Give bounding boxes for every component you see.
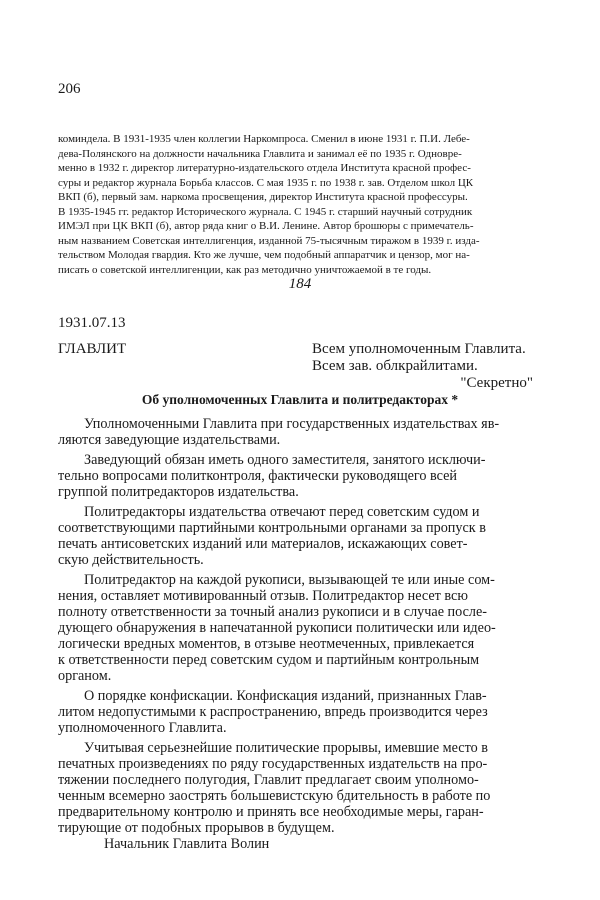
footnote-line: менно в 1932 г. директор литературно-издательского отдела Института красной профес- — [58, 162, 471, 174]
text-line: печатных произведениях по ряду государственных издательств на про- — [58, 756, 488, 772]
text-line: Заведующий обязан иметь одного заместителя, занятого исключи- — [84, 452, 486, 468]
text-line: группой политредакторов издательства. — [58, 484, 299, 500]
paragraph — [58, 452, 544, 500]
signature: Начальник Главлита Волин — [104, 836, 270, 852]
text-line: органом. — [58, 668, 112, 684]
paragraph — [58, 572, 544, 684]
footnote — [58, 132, 542, 277]
text-line: предварительному контролю и принять все необходимые меры, гаран- — [58, 804, 484, 820]
text-line: Политредакторы издательства отвечают перед советским судом и — [84, 504, 480, 520]
text-line: уполномоченного Главлита. — [58, 720, 227, 736]
paragraph — [58, 688, 544, 736]
text-line: тельно вопросами политконтроля, фактически руководящего всей — [58, 468, 458, 484]
document-number: 184 — [288, 276, 312, 292]
text-line: скую действительность. — [58, 552, 204, 568]
recipients — [312, 341, 542, 392]
text-line: литом недопустимыми к распространению, впредь производится через — [58, 704, 488, 720]
text-line: тирующие от подобных прорывов в будущем. — [58, 820, 335, 836]
text-line: печать антисоветских изданий или материалов, искажающих совет- — [58, 536, 468, 552]
text-line: ляются заведующие издательствами. — [58, 432, 281, 448]
footnote-line: коминдела. В 1931-1935 член коллегии Наркомпроса. Сменил в июне 1931 г. П.И. Лебе- — [58, 133, 470, 145]
paragraph — [58, 504, 544, 568]
text-line: дующего обнаружения в напечатанной рукописи политически или идео- — [58, 620, 496, 636]
recipient-line: Всем зав. облкрайлитами. — [312, 358, 478, 374]
classification-stamp: "Секретно" — [460, 375, 533, 391]
text-line: тяжении последнего полугодия, Главлит предлагает своим уполномо- — [58, 772, 479, 788]
recipient-line: Всем уполномоченным Главлита. — [312, 341, 526, 357]
text-line: логически вредных моментов, в отзыве неотмеченных, привлекается — [58, 636, 475, 652]
footnote-line: ВКП (б), первый зам. наркома просвещения, директор Института красной профессуры. — [58, 191, 468, 203]
sender: ГЛАВЛИТ — [58, 341, 127, 357]
text-line: соответствующими партийными контрольными органами за пропуск в — [58, 520, 486, 536]
text-line: нения, оставляет мотивированный отзыв. Политредактор несет всю — [58, 588, 468, 604]
footnote-line: суры и редактор журнала Борьба классов. С мая 1935 г. по 1938 г. зав. Отделом школ ЦК — [58, 176, 474, 189]
document-date: 1931.07.13 — [58, 315, 126, 331]
footnote-line: тельством Молодая гвардия. Кто же лучше, чем подобный аппаратчик и цензор, мог на- — [58, 249, 470, 261]
page-number: 206 — [58, 81, 81, 97]
text-line: Политредактор на каждой рукописи, вызывающей те или иные сом- — [84, 572, 495, 588]
footnote-line: писать о советской интеллигенции, как раз методично уничтожаемой в те годы. — [58, 263, 432, 276]
document-body — [58, 416, 544, 856]
text-line: Уполномоченными Главлита при государственных издательствах яв- — [84, 416, 500, 432]
text-line: ченным всемерно заострять большевистскую бдительность в работе по — [58, 788, 491, 804]
paragraph — [58, 740, 544, 852]
text-line: О порядке конфискации. Конфискация изданий, признанных Глав- — [84, 688, 487, 704]
text-line: к ответственности перед советским судом и партийным контрольным — [58, 652, 480, 668]
text-line: полноту ответственности за точный анализ рукописи и в случае после- — [58, 604, 487, 620]
footnote-line: дева-Полянского на должности начальника Главлита и занимал её по 1935 г. Одновре- — [58, 147, 462, 160]
footnote-line: ИМЭЛ при ЦК ВКП (б), автор ряда книг о В.И. Ленине. Автор брошюры с примечатель- — [58, 220, 474, 232]
paragraph — [58, 416, 544, 448]
text-line: Учитывая серьезнейшие политические прорывы, имевшие место в — [84, 740, 488, 756]
footnote-line: ным названием Советская интеллигенция, изданной 75-тысячным тиражом в 1939 г. изда- — [58, 234, 480, 247]
document-title: Об уполномоченных Главлита и политредакторах * — [141, 392, 459, 407]
footnote-line: В 1935-1945 гг. редактор Исторического журнала. С 1945 г. старший научный сотрудник — [58, 205, 473, 218]
